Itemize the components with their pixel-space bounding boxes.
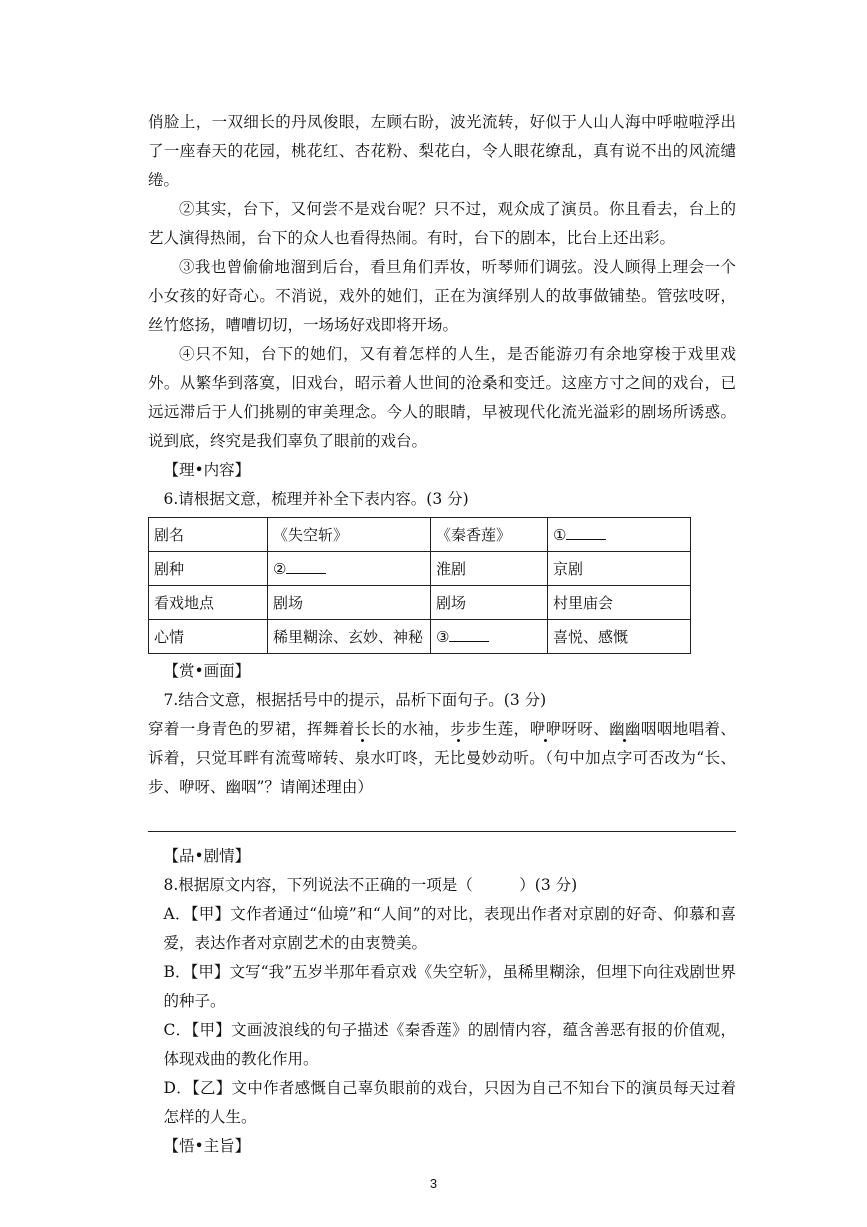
table-row <box>149 552 691 586</box>
section-heading-picture: 【赏•画面】 <box>163 662 251 680</box>
table-cell: 剧名 <box>149 518 268 552</box>
table-row <box>149 518 691 552</box>
passage-paragraph-4: ④只不知，台下的她们，又有着怎样的人生，是否能游刃有余地穿梭于戏里戏外。从繁华到落寞，旧戏台，昭示着人世间的沧桑和变迁。这座方寸之间的戏台，已远远滞后于人们挑剔的审美理念。今人的眼睛，早被现代化流光溢彩的剧场所诱惑。说到底，终究是我们辜负了眼前的戏台。 <box>148 345 736 450</box>
emphasis-dot-text: 步 <box>450 720 466 738</box>
passage-paragraph-continued: 俏脸上，一双细长的丹凤俊眼，左顾右盼，波光流转，好似于人山人海中呼啦啦浮出了一座春天的花园，桃花红、杏花粉、梨花白，令人眼花缭乱，真有说不出的风流缱绻。 <box>148 113 736 189</box>
table-cell: 村里庙会 <box>548 586 691 620</box>
answer-blank[interactable] <box>566 525 606 540</box>
question-7: 7.结合文意，根据括号中的提示，品析下面句子。(3 分) <box>163 691 547 709</box>
table-cell-blank[interactable]: ① <box>548 518 691 552</box>
table-cell: 《失空斩》 <box>268 518 431 552</box>
table-cell: 剧场 <box>431 586 548 620</box>
table-cell: 喜悦、感慨 <box>548 620 691 654</box>
table-cell: 心情 <box>149 620 268 654</box>
emphasis-dot-text: 咿咿 <box>529 720 562 738</box>
question-6: 6.请根据文意，梳理并补全下表内容。(3 分) <box>163 490 469 508</box>
table-cell-blank[interactable]: ② <box>268 552 431 586</box>
section-heading-theme: 【悟•主旨】 <box>163 1137 251 1155</box>
option-a[interactable]: A．【甲】文作者通过“仙境”和“人间”的对比，表现出作者对京剧的好奇、仰慕和喜爱，表达作者对京剧艺术的由衷赞美。 <box>163 905 736 952</box>
table-cell: 剧场 <box>268 586 431 620</box>
question-6-table <box>148 517 691 654</box>
emphasis-dot-text: 幽幽 <box>609 720 641 738</box>
table-row <box>149 620 691 654</box>
passage-paragraph-2: ②其实，台下，又何尝不是戏台呢？只不过，观众成了演员。你且看去，台上的艺人演得热闹，台下的众人也看得热闹。有时，台下的剧本，比台上还出彩。 <box>148 200 736 247</box>
question-7-sentence: 穿着一身青色的罗裙，挥舞着长长的水袖，步步生莲，咿咿呀呀、幽幽咽咽地唱着、诉着，只觉耳畔有流莺啼转、泉水叮咚，无比曼妙动听。（句中加点字可否改为“长、步、咿呀、幽咽”？请阐述理由） <box>148 720 736 796</box>
table-cell: 稀里糊涂、玄妙、神秘 <box>268 620 431 654</box>
passage-paragraph-3: ③我也曾偷偷地溜到后台，看旦角们弄妆，听琴师们调弦。没人顾得上理会一个小女孩的好奇心。不消说，戏外的她们，正在为演绎别人的故事做铺垫。管弦吱呀，丝竹悠扬，嘈嘈切切，一场场好戏即将开场。 <box>148 258 736 334</box>
section-heading-content: 【理•内容】 <box>163 461 251 479</box>
answer-blank[interactable] <box>449 627 489 642</box>
question-8: 8.根据原文内容，下列说法不正确的一项是（ ）(3 分) <box>163 876 578 894</box>
table-cell-blank[interactable]: ③ <box>431 620 548 654</box>
table-cell: 剧种 <box>149 552 268 586</box>
table-cell: 京剧 <box>548 552 691 586</box>
table-cell: 《秦香莲》 <box>431 518 548 552</box>
answer-blank[interactable] <box>286 559 326 574</box>
option-c[interactable]: C．【甲】文画波浪线的句子描述《秦香莲》的剧情内容，蕴含善恶有报的价值观，体现戏曲的教化作用。 <box>163 1021 736 1068</box>
emphasis-dot-text: 长 <box>354 720 371 738</box>
option-d[interactable]: D．【乙】文中作者感慨自己辜负眼前的戏台，只因为自己不知台下的演员每天过着怎样的人生。 <box>163 1079 736 1126</box>
answer-line[interactable] <box>148 831 736 832</box>
table-row <box>149 586 691 620</box>
table-cell: 淮剧 <box>431 552 548 586</box>
option-b[interactable]: B．【甲】文写“我”五岁半那年看京戏《失空斩》，虽稀里糊涂，但埋下向往戏剧世界的种子。 <box>163 963 736 1010</box>
page-content <box>148 108 736 1161</box>
table-cell: 看戏地点 <box>149 586 268 620</box>
section-heading-plot: 【品•剧情】 <box>163 847 251 865</box>
page-number: 3 <box>429 1176 438 1191</box>
